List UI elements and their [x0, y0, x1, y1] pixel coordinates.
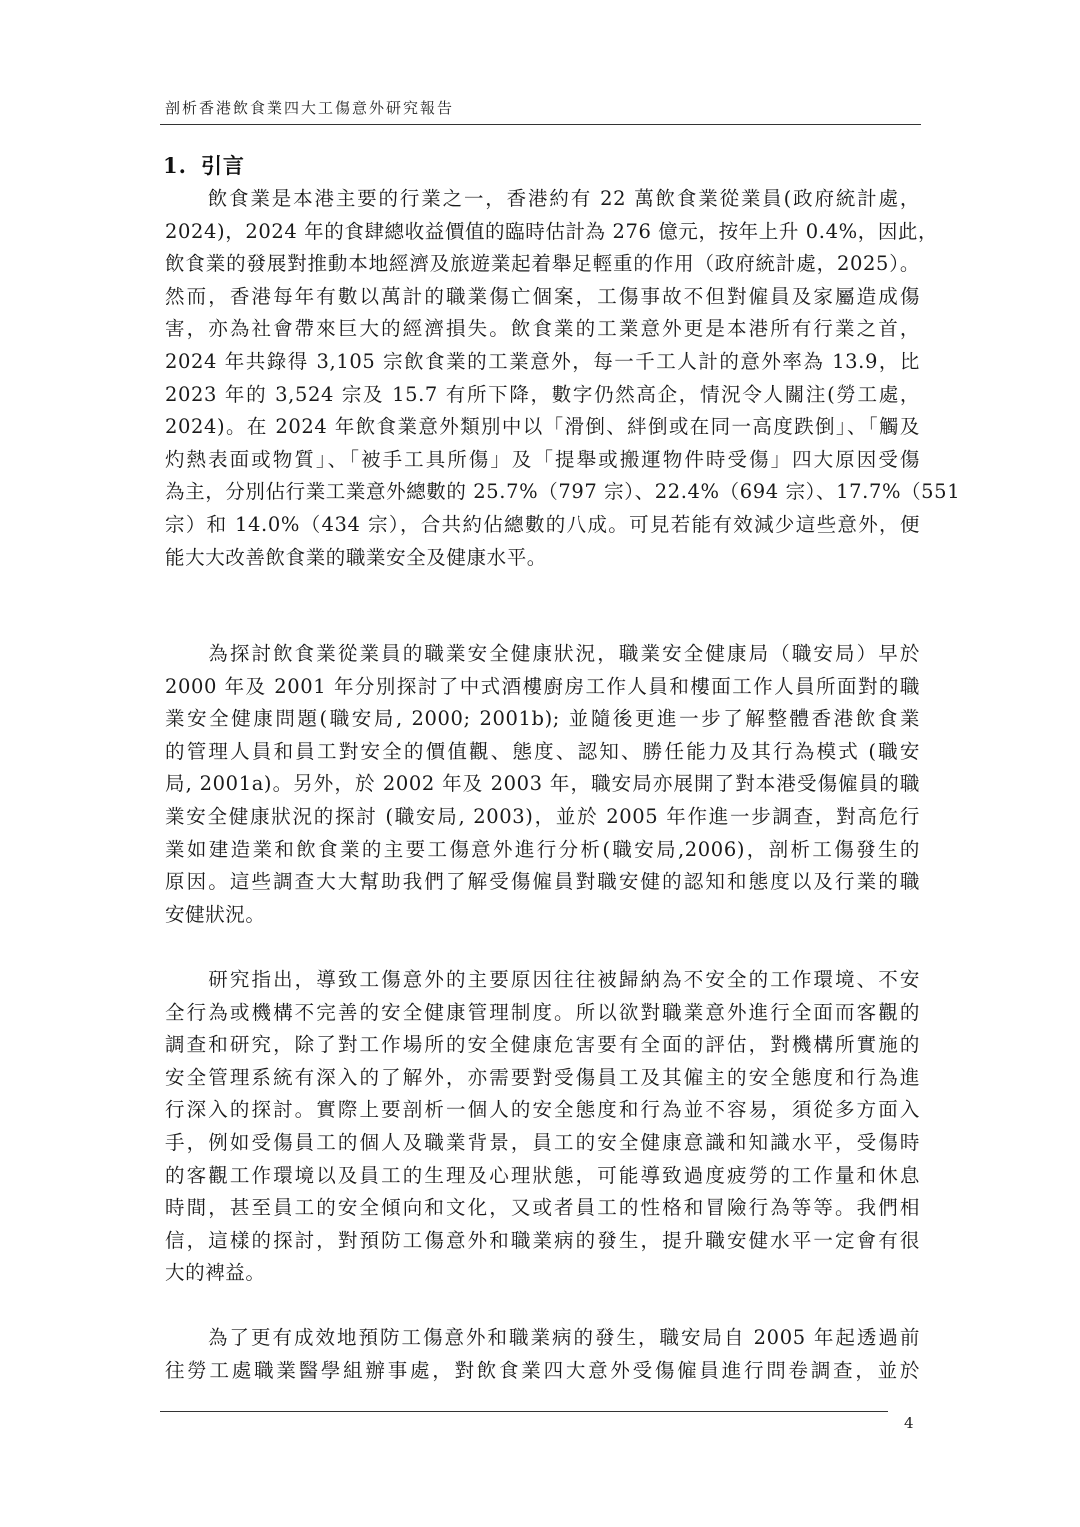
- paragraph-line: 宗）和 14.0%（434 宗），合共約佔總數的八成。可見若能有效減少這些意外，便: [165, 512, 920, 536]
- paragraph-line: 安健狀況。: [165, 902, 266, 926]
- paragraph-line: 調查和研究，除了對工作場所的安全健康危害要有全面的評估，對機構所實施的: [165, 1033, 920, 1057]
- paragraph-line: 業如建造業和飲食業的主要工傷意外進行分析(職安局,2006)，剖析工傷發生的: [165, 837, 920, 861]
- paragraph-1: [165, 183, 961, 574]
- paragraph-line: 全行為或機構不完善的安全健康管理制度。所以欲對職業意外進行全面而客觀的: [165, 1000, 920, 1024]
- paragraph-line: 安全管理系統有深入的了解外，亦需要對受傷員工及其僱主的安全態度和行為進: [165, 1065, 920, 1089]
- paragraph-line: 為主，分別佔行業工業意外總數的 25.7%（797 宗）、22.4%（694 宗）、17.7%（551: [165, 480, 961, 504]
- paragraph-line: 的客觀工作環境以及員工的生理及心理狀態，可能導致過度疲勞的工作量和休息: [165, 1163, 920, 1187]
- paragraph-2: [165, 638, 920, 931]
- paragraph-line: 然而，香港每年有數以萬計的職業傷亡個案，工傷事故不但對僱員及家屬造成傷: [165, 284, 920, 308]
- paragraph-line: 為了更有成效地預防工傷意外和職業病的發生，職安局自 2005 年起透過前: [165, 1326, 920, 1349]
- paragraph-line: 研究指出，導致工傷意外的主要原因往往被歸納為不安全的工作環境、不安: [165, 968, 920, 991]
- paragraph-line: 往勞工處職業醫學組辦事處，對飲食業四大意外受傷僱員進行問卷調查，並於: [165, 1358, 920, 1382]
- paragraph-4: [165, 1322, 920, 1387]
- paragraph-line: 飲食業是本港主要的行業之一，香港約有 22 萬飲食業從業員(政府統計處，: [165, 187, 920, 210]
- section-heading: [163, 150, 245, 180]
- paragraph-line: 行深入的探討。實際上要剖析一個人的安全態度和行為並不容易，須從多方面入: [165, 1098, 920, 1122]
- paragraph-line: 害，亦為社會帶來巨大的經濟損失。飲食業的工業意外更是本港所有行業之首，: [165, 317, 920, 341]
- header-rule: [160, 124, 921, 125]
- paragraph-line: 飲食業的發展對推動本地經濟及旅遊業起着舉足輕重的作用（政府統計處，2025）。: [165, 252, 920, 276]
- paragraph-3: [165, 964, 920, 1290]
- paragraph-line: 局, 2001a)。另外，於 2002 年及 2003 年，職安局亦展開了對本港受傷僱員的職: [165, 772, 920, 796]
- page-number: 4: [904, 1414, 914, 1432]
- paragraph-line: 大的裨益。: [165, 1261, 266, 1285]
- paragraph-line: 2024 年共錄得 3,105 宗飲食業的工業意外，每一千工人計的意外率為 13.9，比: [165, 349, 920, 373]
- paragraph-line: 時間，甚至員工的安全傾向和文化，又或者員工的性格和冒險行為等等。我們相: [165, 1196, 920, 1220]
- paragraph-line: 的管理人員和員工對安全的價值觀、態度、認知、勝任能力及其行為模式 (職安: [165, 739, 920, 763]
- footer-rule: [160, 1411, 888, 1412]
- paragraph-line: 能大大改善飲食業的職業安全及健康水平。: [165, 545, 547, 569]
- paragraph-line: 為探討飲食業從業員的職業安全健康狀況，職業安全健康局（職安局）早於: [165, 642, 920, 665]
- paragraph-line: 信，這樣的探討，對預防工傷意外和職業病的發生，提升職安健水平一定會有很: [165, 1228, 920, 1252]
- paragraph-line: 業安全健康狀況的探討 (職安局, 2003)，並於 2005 年作進一步調查，對高危行: [165, 804, 920, 828]
- running-header: 剖析香港飲食業四大工傷意外研究報告: [165, 99, 455, 117]
- paragraph-line: 2024)，2024 年的食肆總收益價值的臨時估計為 276 億元，按年上升 0.4%，因此，: [165, 219, 939, 243]
- paragraph-line: 2024)。在 2024 年飲食業意外類別中以「滑倒、絆倒或在同一高度跌倒」、「觸及: [165, 415, 920, 439]
- paragraph-line: 業安全健康問題(職安局, 2000; 2001b); 並隨後更進一步了解整體香港飲食業: [165, 707, 920, 731]
- paragraph-line: 手，例如受傷員工的個人及職業背景，員工的安全健康意識和知識水平，受傷時: [165, 1130, 920, 1154]
- paragraph-line: 2000 年及 2001 年分別探討了中式酒樓廚房工作人員和樓面工作人員所面對的職: [165, 674, 920, 698]
- paragraph-line: 2023 年的 3,524 宗及 15.7 有所下降，數字仍然高企，情況令人關注(勞工處，: [165, 382, 920, 406]
- paragraph-line: 原因。這些調查大大幫助我們了解受傷僱員對職安健的認知和態度以及行業的職: [165, 870, 920, 894]
- section-title: 引言: [200, 153, 245, 178]
- paragraph-line: 灼熱表面或物質」、「被手工具所傷」及「提舉或搬運物件時受傷」四大原因受傷: [165, 447, 920, 471]
- section-number: 1.: [163, 153, 187, 178]
